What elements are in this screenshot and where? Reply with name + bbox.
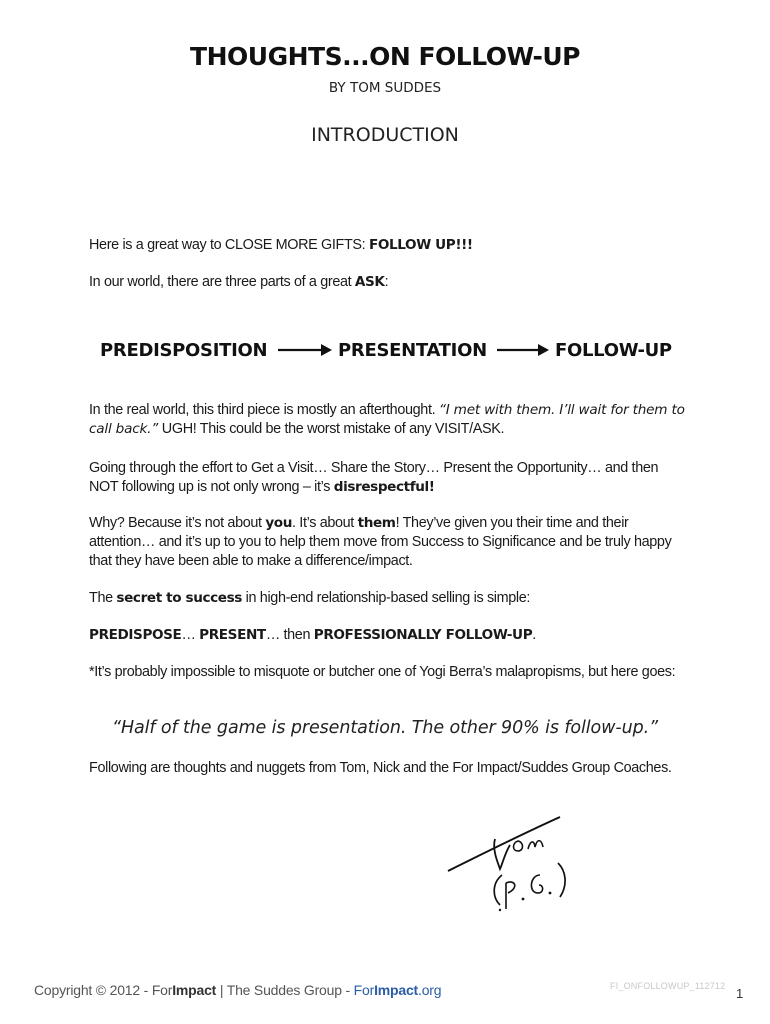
- handwritten-signature: [440, 805, 590, 915]
- body-paragraph-yogi: *It’s probably impossible to misquote or butcher one of Yogi Berra’s malapropisms, but here goes:: [89, 664, 676, 680]
- intro-emphasis: FOLLOW UP!!!: [368, 237, 473, 253]
- body-paragraph-secret: [89, 589, 689, 608]
- brand-name: [152, 982, 216, 998]
- author-byline: BY TOM SUDDES: [328, 80, 442, 96]
- right-arrow-icon: [497, 342, 549, 358]
- brand-name-part: For: [151, 982, 173, 998]
- document-title: THOUGHTS...ON FOLLOW-UP: [190, 42, 580, 71]
- link-part: For: [353, 982, 375, 998]
- intro-emphasis: ASK: [354, 274, 385, 290]
- body-paragraph-following: Following are thoughts and nuggets from Tom, Nick and the For Impact/Suddes Group Coaches.: [89, 760, 672, 776]
- ask-process-flow: [100, 338, 680, 364]
- intro-paragraph-2: [89, 273, 689, 292]
- body-paragraph-disrespectful: [89, 459, 689, 497]
- inline-quote: “I met with them. I’ll wait for them to call back.”: [89, 402, 685, 437]
- paragraph-emphasis: them: [357, 515, 396, 531]
- paragraph-emphasis: secret to success: [116, 590, 242, 606]
- intro-text-end: :: [384, 274, 389, 290]
- body-paragraph-afterthought: [89, 401, 689, 439]
- paragraph-emphasis: you: [265, 515, 293, 531]
- paragraph-text: The: [89, 590, 117, 606]
- flow-step-follow-up: FOLLOW-UP: [555, 340, 672, 361]
- page-footer: [34, 982, 441, 998]
- body-paragraph-formula: [89, 626, 689, 645]
- paragraph-text: . It’s about: [292, 515, 358, 531]
- yogi-berra-quote: “Half of the game is presentation. The other 90% is follow-up.”: [111, 718, 659, 738]
- copyright-text: Copyright © 2012 -: [34, 982, 152, 998]
- website-link[interactable]: [354, 982, 442, 998]
- intro-text: Here is a great way to CLOSE MORE GIFTS:: [89, 237, 369, 253]
- brand-name-bold: Impact: [172, 982, 217, 998]
- body-paragraph-why: [89, 514, 689, 571]
- paragraph-text: .: [532, 627, 536, 643]
- document-id: FI_ONFOLLOWUP_112712: [610, 981, 726, 991]
- footer-separator-text: | The Suddes Group -: [216, 982, 354, 998]
- paragraph-emphasis: PREDISPOSE: [89, 627, 182, 643]
- link-bold: Impact: [374, 982, 419, 998]
- paragraph-text: UGH! This could be the worst mistake of any VISIT/ASK.: [158, 421, 505, 437]
- paragraph-text: …: [181, 627, 200, 643]
- paragraph-text: … then: [265, 627, 314, 643]
- right-arrow-icon: [278, 342, 332, 358]
- page-number: 1: [736, 986, 744, 1001]
- paragraph-text: Going through the effort to Get a Visit… Share the Story… Present the Opportunity… and then NOT following up is not only wrong – it’s: [89, 460, 659, 495]
- paragraph-emphasis: PROFESSIONALLY FOLLOW-UP: [313, 627, 533, 643]
- paragraph-text: Why? Because it’s not about: [89, 515, 266, 531]
- section-heading: INTRODUCTION: [311, 124, 459, 146]
- flow-step-predisposition: PREDISPOSITION: [100, 340, 268, 361]
- paragraph-emphasis: disrespectful!: [333, 479, 435, 495]
- intro-paragraph-1: [89, 236, 689, 255]
- intro-text: In our world, there are three parts of a great: [89, 274, 355, 290]
- paragraph-emphasis: PRESENT: [199, 627, 266, 643]
- paragraph-text: in high-end relationship-based selling is simple:: [242, 590, 531, 606]
- paragraph-text: In the real world, this third piece is mostly an afterthought.: [89, 402, 439, 418]
- flow-step-presentation: PRESENTATION: [338, 340, 487, 361]
- link-domain: .org: [418, 982, 442, 998]
- paragraph-text: ! They’ve given you their time and their attention… and it’s up to you to help them move from Success to Significance and be truly happy that they have been able to make a difference/impact.: [89, 515, 672, 569]
